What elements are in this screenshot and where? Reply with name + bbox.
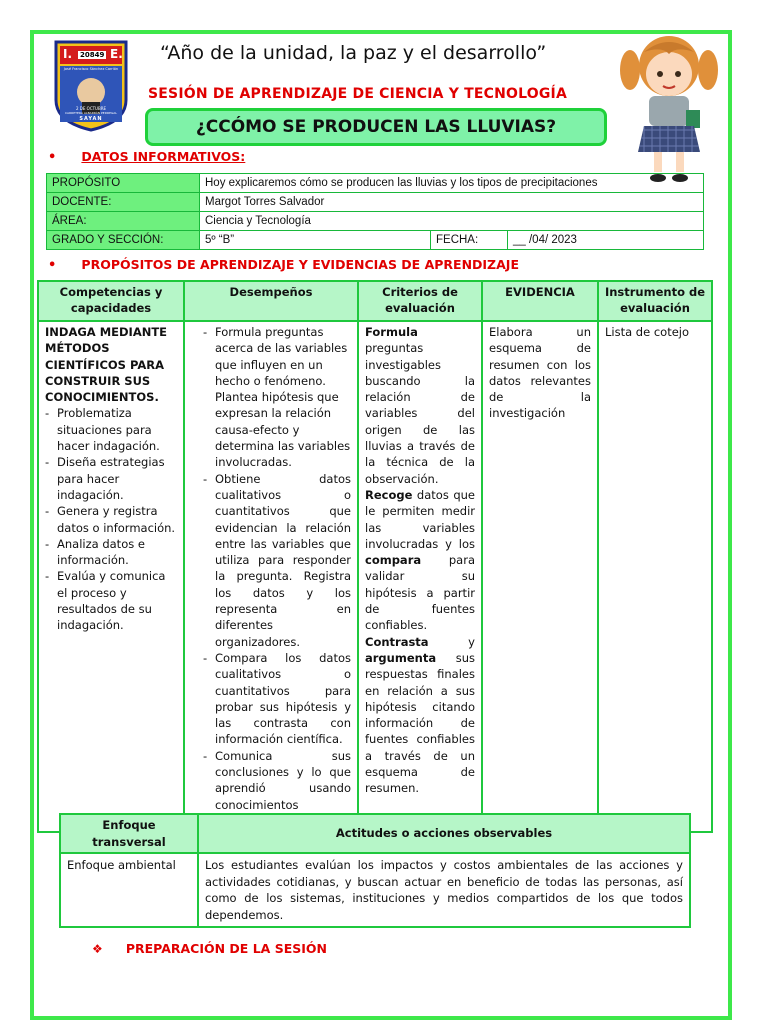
proposito-label: PROPÓSITO (47, 174, 200, 193)
table-row (60, 853, 690, 927)
table-header-row (60, 814, 690, 853)
logo-letter-left: I. (63, 47, 73, 61)
criterio-3-text: sus respuestas finales en relación a sus hipótesis citando información de fuentes confiables a través de un esquema de resumen. (365, 650, 475, 796)
bullet-icon: • (48, 258, 57, 273)
fecha-value: __ /04/ 2023 (508, 231, 704, 250)
criterio-2-verb: Recoge (365, 487, 413, 502)
diamond-bullet-icon: ❖ (92, 942, 103, 956)
propositos-heading (48, 254, 519, 273)
enfoque-text: Los estudiantes evalúan los impactos y costos ambientales de las acciones y actividades cotidianas, y buscan actuar en beneficio de todas las personas, así como de los sistemas, instituciones y medios compartidos de los que todos dependemos. (198, 853, 690, 927)
fecha-label: FECHA: (431, 231, 508, 250)
grado-value: 5º “B” (200, 231, 431, 250)
col-header-desempenos: Desempeños (184, 281, 358, 321)
logo-line1: 2 DE OCTUBRE (75, 106, 107, 111)
criterio-3-verb: Contrasta (365, 634, 429, 649)
session-question (145, 108, 607, 146)
criterio-3-mid: y (428, 634, 475, 649)
datos-table (46, 173, 704, 250)
col-header-evidencia: EVIDENCIA (482, 281, 598, 321)
session-title: SESIÓN DE APRENDIZAJE DE CIENCIA Y TECNOLOGÍA (148, 86, 567, 102)
table-header-row (38, 281, 712, 321)
capacidades-list (45, 405, 177, 633)
table-row (47, 193, 704, 212)
year-motto: “Año de la unidad, la paz y el desarrollo” (160, 42, 547, 64)
docente-value: Margot Torres Salvador (200, 193, 704, 212)
criterios-cell (358, 321, 482, 832)
competencias-cell (38, 321, 184, 832)
list-item: - Obtiene datos cualitativos o cuantitativos que evidencian la relación entre las variables que utiliza para responder la pregunta. Registra los datos y los representa en diferentes organizadores. (215, 471, 351, 650)
proposito-value: Hoy explicaremos cómo se producen las lluvias y los tipos de precipitaciones (200, 174, 704, 193)
logo-line2: CARRETERA ALBARRÁN PEDREGAL (64, 111, 118, 115)
list-item: - Formula preguntas acerca de las variables que influyen en un hecho o fenómeno. Plantea hipótesis que expresan la relación causa-efecto y determina las variables involucradas. (215, 324, 351, 471)
col-header-instrumento: Instrumento de evaluación (598, 281, 712, 321)
criterio-2-text-b: para validar su hipótesis a partir de fuentes confiables. (365, 553, 475, 633)
area-value: Ciencia y Tecnología (200, 212, 704, 231)
session-question-text: ¿CCÓMO SE PRODUCEN LAS LLUVIAS? (195, 117, 557, 137)
list-item: - Analiza datos e información. (57, 536, 177, 569)
area-label: ÁREA: (47, 212, 200, 231)
preparacion-heading (92, 938, 327, 957)
list-item: - Genera y registra datos o información. (57, 503, 177, 536)
propositos-table (37, 280, 713, 833)
desempenos-cell (184, 321, 358, 832)
datos-heading-text: DATOS INFORMATIVOS: (81, 149, 246, 164)
evidencia-cell: Elabora un esquema de resumen con los datos relevantes de la investigación (482, 321, 598, 832)
logo-number: 20849 (80, 51, 105, 59)
col-header-enfoque: Enfoque transversal (60, 814, 198, 853)
criterio-2-text-a: datos que le permiten medir las variables involucradas y los (365, 487, 475, 551)
docente-label: DOCENTE: (47, 193, 200, 212)
list-item: - Problematiza situaciones para hacer indagación. (57, 405, 177, 454)
propositos-heading-text: PROPÓSITOS DE APRENDIZAJE Y EVIDENCIAS DE APRENDIZAJE (81, 257, 519, 272)
criterio-1-text: preguntas investigables buscando la relación de variables del origen de las lluvias a través de la técnica de la observación. (365, 341, 475, 486)
list-item: - Comunica sus conclusiones y lo que aprendió usando conocimientos (215, 748, 351, 829)
criterio-2-verb-b: compara (365, 553, 422, 568)
list-item: - Compara los datos cualitativos o cuantitativos para probar sus hipótesis y las contrasta con información científica. (215, 650, 351, 748)
enfoque-table (59, 813, 691, 928)
table-row (47, 174, 704, 193)
enfoque-name: Enfoque ambiental (60, 853, 198, 927)
desempenos-list (203, 324, 351, 829)
list-item: - Evalúa y comunica el proceso y resultados de su indagación. (57, 568, 177, 633)
logo-arc-text: José Francisco Sánchez Carrión (63, 67, 119, 71)
table-row (47, 212, 704, 231)
preparacion-heading-text: PREPARACIÓN DE LA SESIÓN (125, 941, 327, 956)
instrumento-cell: Lista de cotejo (598, 321, 712, 832)
criterio-2 (365, 487, 475, 634)
student-illustration (616, 30, 722, 188)
col-header-criterios: Criterios de evaluación (358, 281, 482, 321)
student-girl-graphic (616, 30, 722, 188)
criterio-3 (365, 634, 475, 797)
grado-label: GRADO Y SECCIÓN: (47, 231, 200, 250)
criterio-1-verb: Formula (365, 325, 418, 339)
logo-place: SAYAN (79, 116, 103, 122)
bullet-icon: • (48, 150, 57, 165)
criterio-3-verb-b: argumenta (365, 650, 437, 665)
school-logo (52, 40, 130, 132)
col-header-actitudes: Actitudes o acciones observables (198, 814, 690, 853)
logo-letter-right: E. (110, 47, 123, 61)
table-row (38, 321, 712, 832)
criterio-1 (365, 324, 475, 487)
table-row (47, 231, 704, 250)
datos-heading (48, 146, 245, 165)
list-item: - Diseña estrategias para hacer indagación. (57, 454, 177, 503)
col-header-competencias: Competencias y capacidades (38, 281, 184, 321)
competencia-title: INDAGA MEDIANTE MÉTODOS CIENTÍFICOS PARA CONSTRUIR SUS CONOCIMIENTOS. (45, 325, 168, 405)
